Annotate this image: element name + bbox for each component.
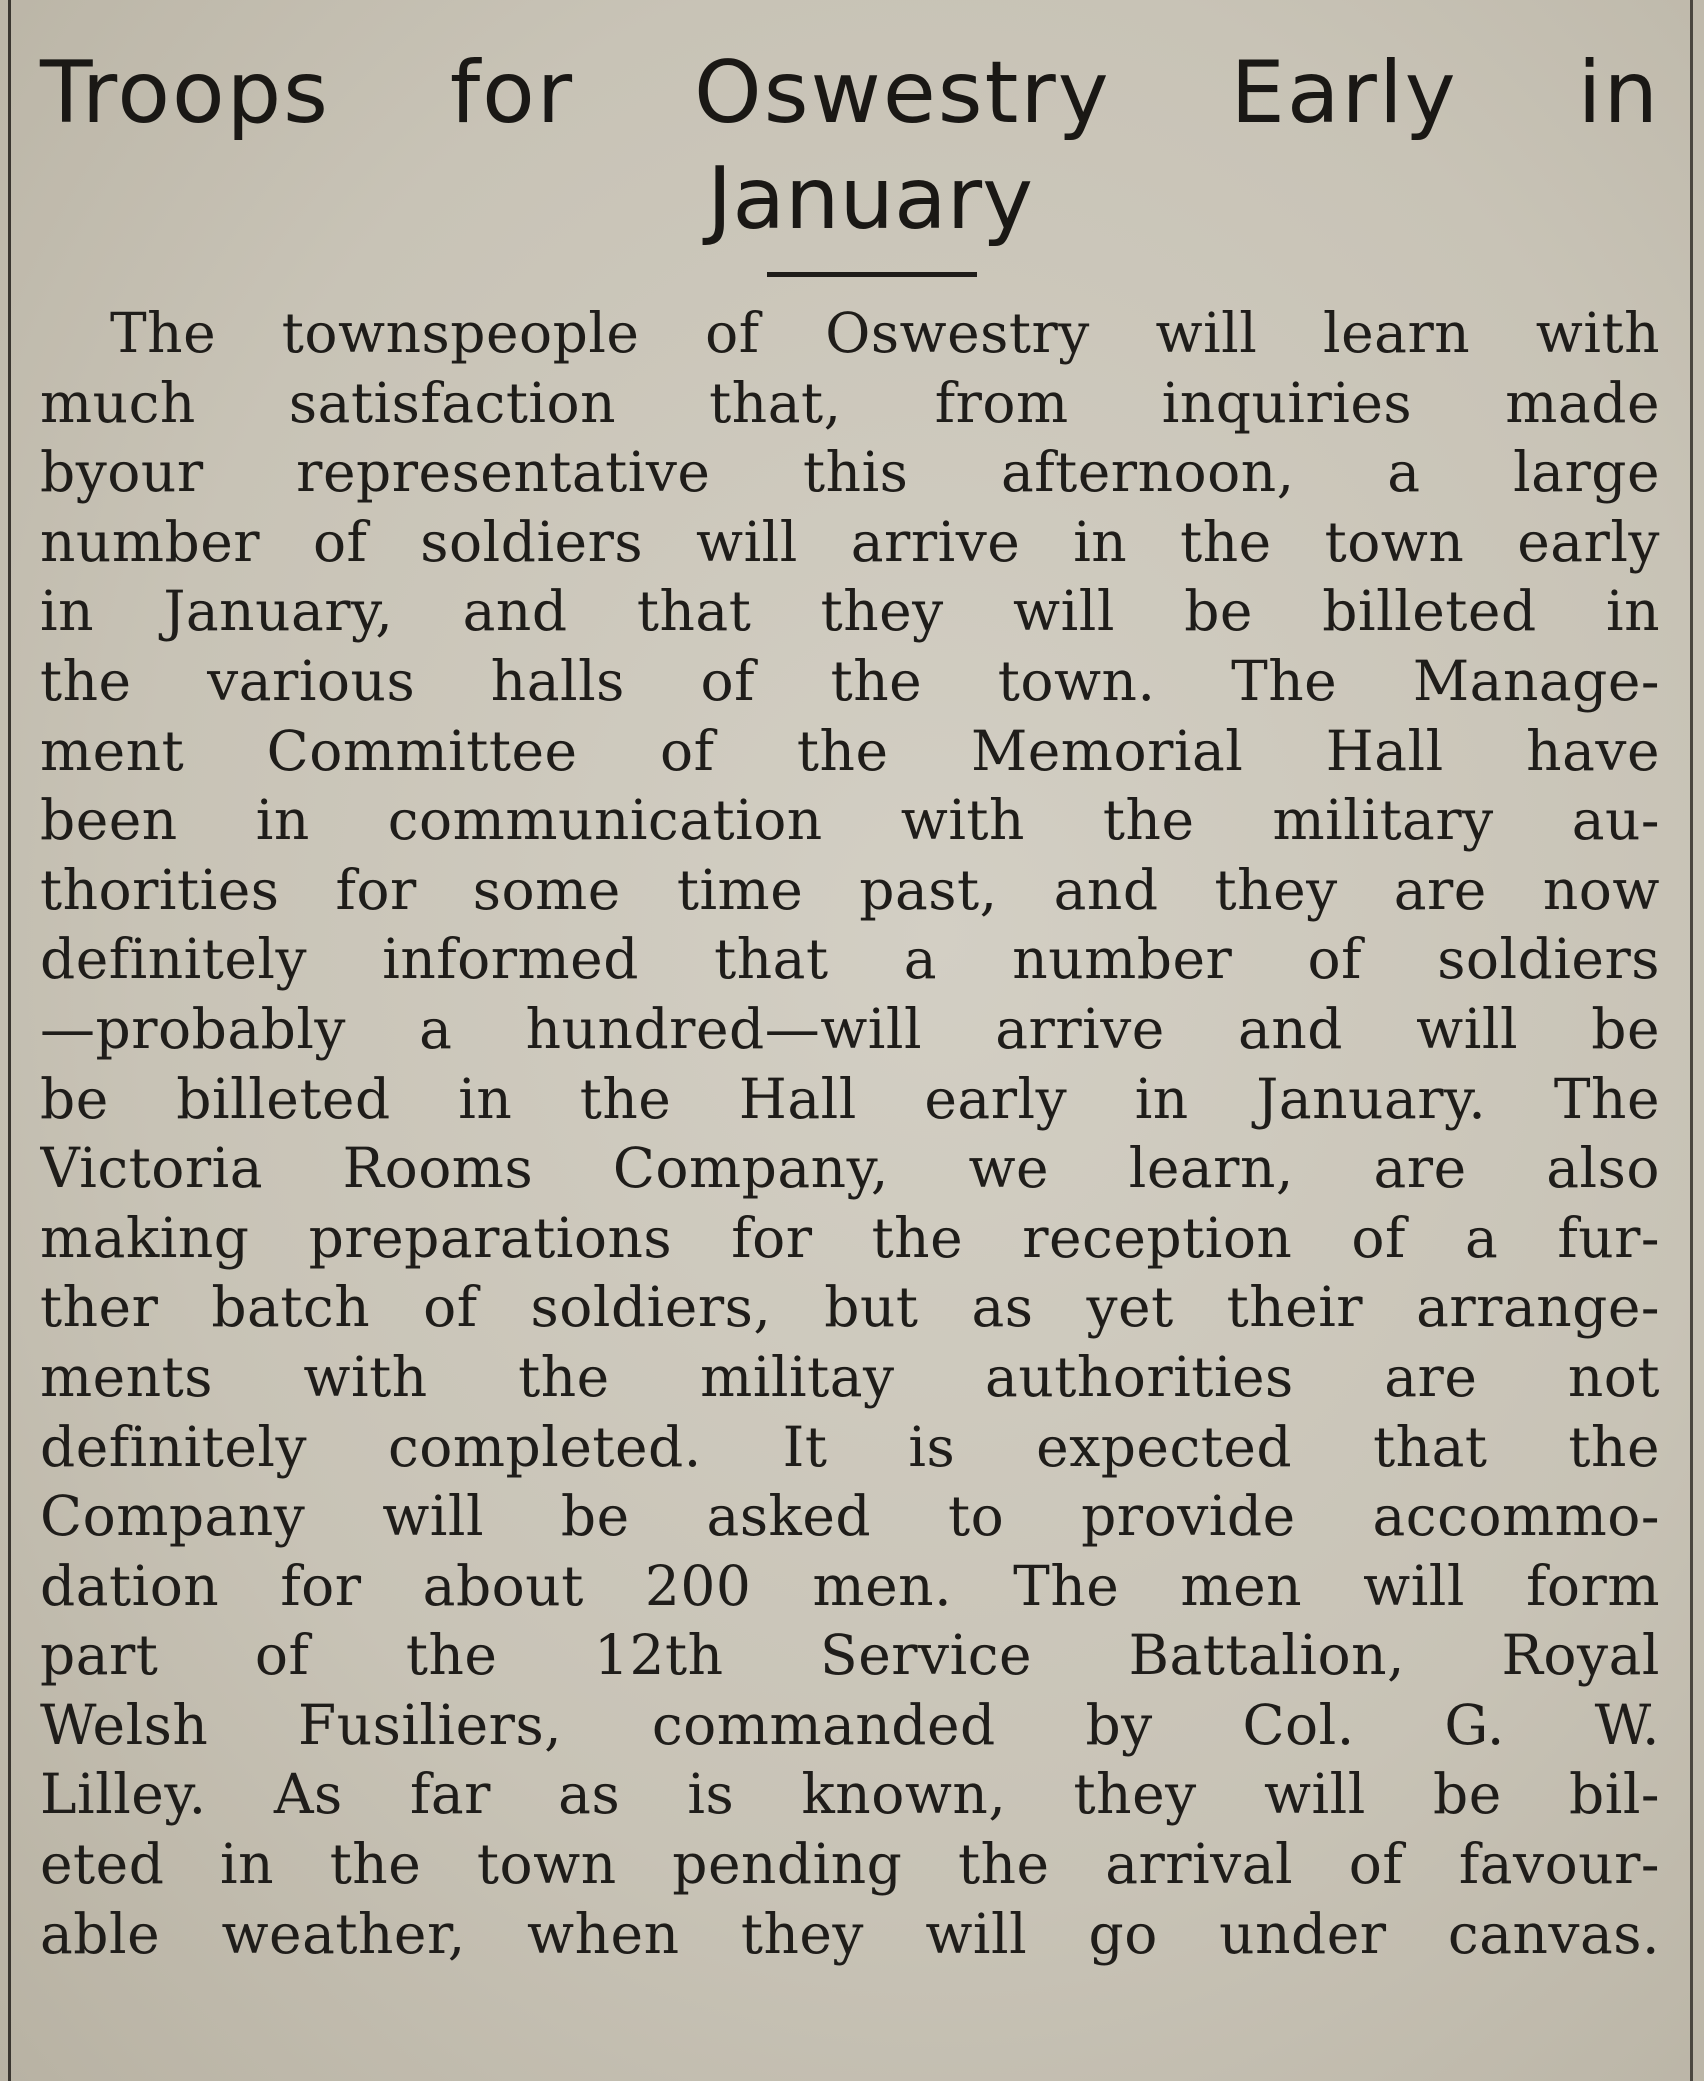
body-line: definitely informed that a number of soldiers [40,927,1660,992]
body-line: the various halls of the town. The Manage- [40,648,1660,713]
body-line: part of the 12th Service Battalion, Royal [40,1623,1660,1688]
body-line: in January, and that they will be billeted in [40,579,1660,644]
body-line: much satisfaction that, from inquiries made [40,370,1660,435]
body-line: eted in the town pending the arrival of favour- [40,1832,1660,1897]
body-line: be billeted in the Hall early in January. The [40,1066,1660,1131]
body-line: able weather, when they will go under canvas. [40,1901,1660,1966]
headline [40,40,1660,252]
body-line: been in communication with the military au- [40,788,1660,853]
body-line: ther batch of soldiers, but as yet their arrange- [40,1275,1660,1340]
body-line: —probably a hundred—will arrive and will be [40,996,1660,1061]
body-line: making preparations for the reception of a fur- [40,1205,1660,1270]
column-rule-right [1690,0,1693,2081]
headline-line-2: January [706,149,1034,249]
article-body [40,299,1660,1969]
body-line: Welsh Fusiliers, commanded by Col. G. W. [40,1692,1660,1757]
body-line: definitely completed. It is expected that the [40,1414,1660,1479]
body-line: dation for about 200 men. The men will form [40,1553,1660,1618]
body-line: The townspeople of Oswestry will learn with [110,301,1660,365]
column-rule-left [8,0,11,2081]
body-line: ments with the militay authorities are not [40,1344,1660,1409]
headline-line-1: Troops for Oswestry Early in [40,43,1660,143]
body-line: ment Committee of the Memorial Hall have [40,718,1660,783]
article [40,40,1660,1969]
body-line: Company will be asked to provide accommo- [40,1484,1660,1549]
body-line: byour representative this afternoon, a large [40,440,1660,505]
headline-divider [767,272,977,277]
body-line: thorities for some time past, and they are now [40,857,1660,922]
body-line: Lilley. As far as is known, they will be bil- [40,1762,1660,1827]
body-line: number of soldiers will arrive in the town early [40,509,1660,574]
body-line: Victoria Rooms Company, we learn, are also [40,1136,1660,1201]
